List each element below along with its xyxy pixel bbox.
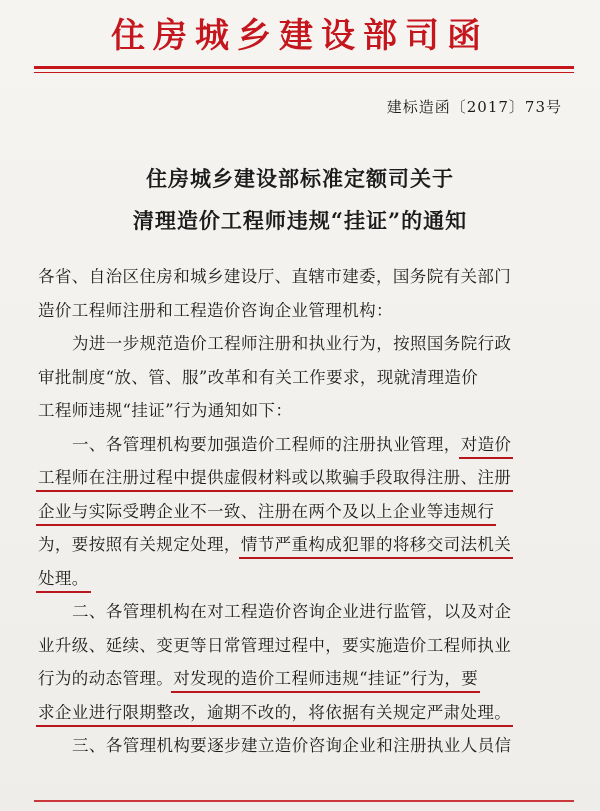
body-line: 各省、自治区住房和城乡建设厅、直辖市建委，国务院有关部门: [38, 267, 512, 286]
underlined-text: 对造价: [460, 434, 512, 454]
body-line: [38, 495, 573, 529]
notice-title-line-1: 住房城乡建设部标准定额司关于: [146, 166, 454, 191]
underlined-text: 情节严重构成犯罪的将移交司法机关: [240, 535, 512, 554]
body-line: [38, 528, 573, 562]
body-text: 行为的动态管理。: [38, 669, 174, 688]
letterhead-rule-thick: [34, 66, 574, 69]
body-text: 为，要按照有关规定处理，: [38, 535, 241, 554]
body-text: 一、各管理机构要加强造价工程师的注册执业管理，: [72, 434, 461, 454]
notice-body: [38, 260, 573, 763]
body-line: 工程师违规“挂证”行为通知如下：: [38, 401, 293, 420]
body-line: 造价工程师注册和工程造价咨询企业管理机构：: [38, 300, 393, 320]
body-line: [38, 461, 573, 495]
body-line: 业升级、延续、变更等日常管理过程中，要实施造价工程师执业: [38, 635, 512, 655]
letterhead-rule-thin: [34, 72, 574, 73]
body-line: 为进一步规范造价工程师注册和执业行为，按照国务院行政: [72, 334, 512, 353]
body-line: 审批制度“放、管、服”改革和有关工作要求，现就清理造价: [38, 367, 479, 387]
underlined-text: 企业与实际受聘企业不一致、注册在两个及以上企业等违规行: [38, 501, 495, 521]
body-line: [38, 662, 573, 696]
body-line: [38, 696, 573, 730]
underlined-text: 求企业进行限期整改，逾期不改的，将依据有关规定严肃处理。: [38, 702, 512, 722]
underlined-text: 工程师在注册过程中提供虚假材料或以欺骗手段取得注册、注册: [38, 468, 512, 487]
document-number: 建标造函〔2017〕73号: [386, 98, 562, 116]
notice-title-line-2: 清理造价工程师违规“挂证”的通知: [132, 208, 468, 233]
underlined-text: 处理。: [38, 568, 89, 588]
bottom-rule: [34, 800, 574, 802]
body-line: 三、各管理机构要逐步建立造价咨询企业和注册执业人员信: [72, 736, 512, 755]
body-line: [38, 562, 573, 596]
underlined-text: 对发现的造价工程师违规“挂证”行为，要: [173, 669, 479, 688]
letterhead-title: 住房城乡建设部司函: [111, 16, 489, 56]
body-line: [38, 428, 573, 462]
body-line: 二、各管理机构在对工程造价咨询企业进行监管，以及对企: [72, 602, 512, 621]
